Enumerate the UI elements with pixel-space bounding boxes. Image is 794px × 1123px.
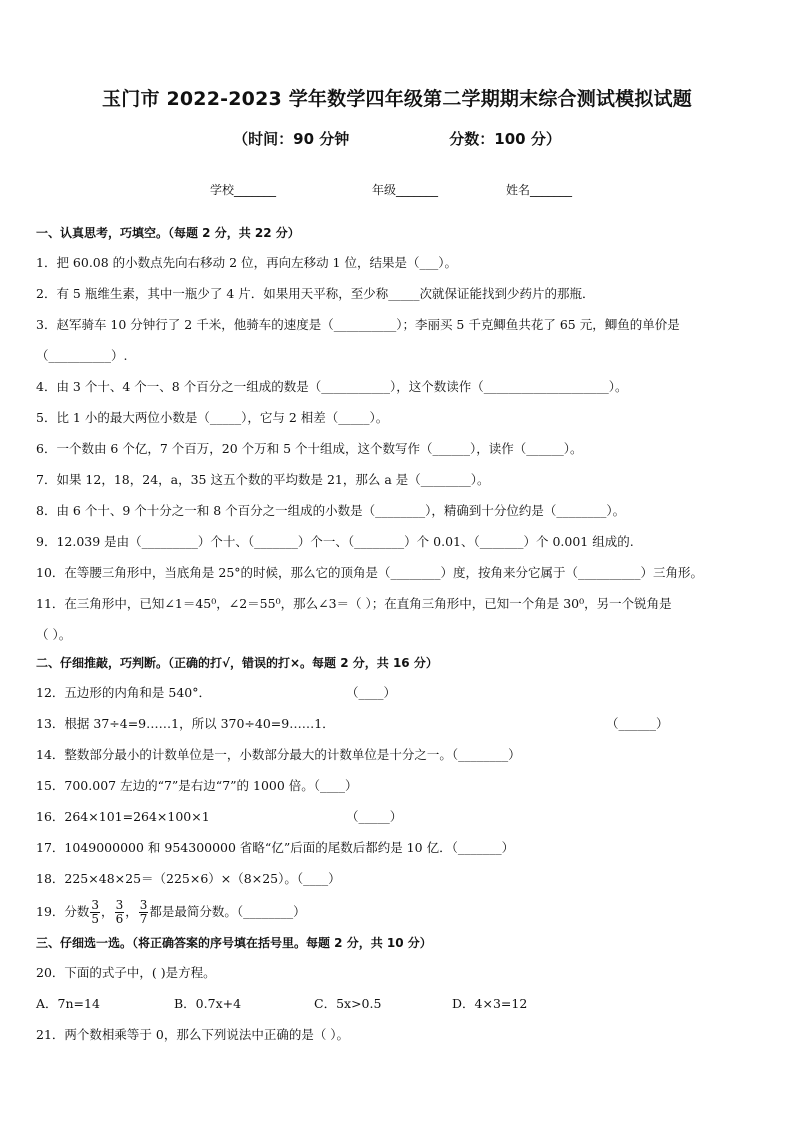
school-field[interactable]: 学校_______ [210,183,277,197]
question-13 [36,708,761,739]
question-17: 17．1049000000 和 954300000 省略“亿”后面的尾数后都约是 10 亿．（_______） [36,840,515,855]
question-15: 15．700.007 左边的“7”是右边“7”的 1000 倍。（____） [36,778,358,793]
question-10: 10．在等腰三角形中，当底角是 25°的时候，那么它的顶角是（________）度，按角来分它属于（__________）三角形。 [36,565,704,580]
question-list [36,220,761,1050]
question-19 [36,894,761,930]
option-d[interactable]: D．4×3=12 [452,996,528,1011]
question-text: 13．根据 37÷4=9……1，所以 370÷40=9……1． [36,716,335,731]
fraction [90,899,100,926]
question-9: 9．12.039 是由（_________）个十、（_______）个一、（________）个 0.01、（_______）个 0.001 组成的. [36,534,634,549]
question-21: 21．两个数相乘等于 0，那么下列说法中正确的是（ ）。 [36,1027,350,1042]
question-20-options [36,988,761,1019]
section-heading: 一、认真思考，巧填空。（每题 2 分，共 22 分） [36,226,300,240]
time-info: （时间：90 分钟 [233,130,350,148]
question-11-continued: （ ）。 [36,627,72,642]
question-4: 4．由 3 个十、4 个一、8 个百分之一组成的数是（___________），这个数读作（____________________）。 [36,379,628,394]
question-8: 8．由 6 个十、9 个十分之一和 8 个百分之一组成的小数是（________），精确到十分位约是（________）。 [36,503,626,518]
question-14: 14．整数部分最小的计数单位是一，小数部分最大的计数单位是十分之一。（________） [36,747,521,762]
answer-blank[interactable]: （_____） [346,809,403,824]
separator: ， [101,904,114,919]
question-text: 12．五边形的内角和是 540°． [36,685,211,700]
denominator: 5 [91,912,100,926]
name-field[interactable]: 姓名_______ [506,183,573,197]
question-3: 3．赵军骑车 10 分钟行了 2 千米，他骑车的速度是（__________）；李丽买 5 千克鲫鱼共花了 65 元，鲫鱼的单价是 [36,317,680,332]
question-7: 7．如果 12，18，24，a，35 这五个数的平均数是 21，那么 a 是（________）。 [36,472,490,487]
separator: ， [125,904,138,919]
denominator: 6 [115,912,124,926]
question-20: 20．下面的式子中，( )是方程。 [36,965,216,980]
grade-field[interactable]: 年级_______ [372,183,439,197]
answer-blank[interactable]: （______） [606,716,669,731]
question-16 [36,801,761,832]
question-11: 11．在三角形中，已知∠1＝45⁰，∠2＝55⁰，那么∠3＝（ ）；在直角三角形中，已知一个角是 30⁰，另一个锐角是 [36,596,672,611]
score-info: 分数：100 分） [449,130,561,148]
question-text: 19．分数 [36,904,90,919]
option-c[interactable]: C．5x>0.5 [314,996,382,1011]
numerator: 3 [139,898,148,912]
question-12 [36,677,761,708]
section-heading: 三、仔细选一选。（将正确答案的序号填在括号里。每题 2 分，共 10 分） [36,936,432,950]
page-title: 玉门市 2022-2023 学年数学四年级第二学期期末综合测试模拟试题 [102,88,692,110]
numerator: 3 [91,898,100,912]
exam-meta [0,128,794,149]
question-6: 6．一个数由 6 个亿，7 个百万，20 个万和 5 个十组成，这个数写作（______），读作（______）。 [36,441,583,456]
question-1: 1．把 60.08 的小数点先向右移动 2 位，再向左移动 1 位，结果是（___）。 [36,255,457,270]
question-5: 5．比 1 小的最大两位小数是（_____），它与 2 相差（_____）。 [36,410,389,425]
question-text: 都是最简分数。（________） [149,904,306,919]
fraction [115,899,125,926]
section-heading: 二、仔细推敲，巧判断。（正确的打√，错误的打×。每题 2 分，共 16 分） [36,656,438,670]
fraction [139,899,149,926]
denominator: 7 [139,912,148,926]
numerator: 3 [115,898,124,912]
answer-blank[interactable]: （____） [346,685,397,700]
question-text: 16．264×101=264×100×1 [36,809,210,824]
question-2: 2．有 5 瓶维生素，其中一瓶少了 4 片．如果用天平称，至少称_____次就保证能找到少药片的那瓶． [36,286,595,301]
option-b[interactable]: B．0.7x+4 [174,996,242,1011]
question-3-continued: （__________）. [36,348,128,363]
option-a[interactable]: A．7n=14 [36,996,100,1011]
question-18: 18．225×48×25＝（225×6）×（8×25）。（____） [36,871,341,886]
